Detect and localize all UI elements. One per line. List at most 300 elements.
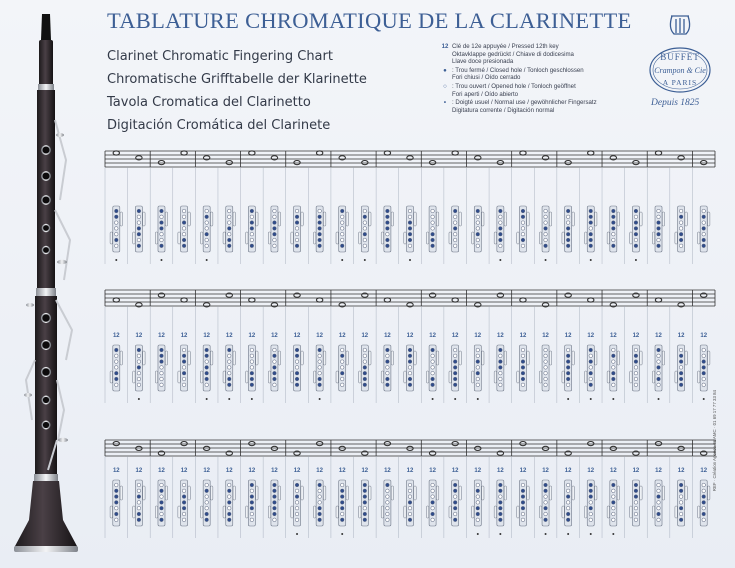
open-hole-icon <box>227 221 231 225</box>
open-hole-icon <box>499 354 503 358</box>
closed-hole-icon <box>476 209 480 213</box>
side-key <box>482 486 484 500</box>
closed-hole-icon <box>679 506 683 510</box>
closed-hole-icon <box>431 238 435 242</box>
note-head <box>294 161 300 165</box>
closed-hole-icon: ● <box>443 66 447 74</box>
twelfth-key-mark: 12 <box>497 333 504 339</box>
open-hole-icon <box>250 360 254 364</box>
fingering-diagram <box>698 333 710 400</box>
closed-hole-icon <box>273 232 277 236</box>
open-hole-icon <box>544 238 548 242</box>
closed-hole-icon <box>679 383 683 387</box>
side-key <box>359 232 361 244</box>
closed-hole-icon <box>137 244 141 248</box>
fingering-diagram <box>313 206 325 252</box>
open-hole-icon <box>114 232 118 236</box>
closed-hole-icon <box>544 227 548 231</box>
closed-hole-icon <box>499 232 503 236</box>
closed-hole-icon <box>521 209 525 213</box>
normal-use-icon <box>499 259 501 261</box>
closed-hole-icon <box>589 232 593 236</box>
twelfth-key-mark: 12 <box>406 333 414 339</box>
open-hole-icon <box>114 383 118 387</box>
brand-line-2: Crampon & Cie <box>654 66 706 75</box>
closed-hole-icon <box>205 215 209 219</box>
closed-hole-icon <box>363 489 367 493</box>
closed-hole-icon <box>137 348 141 352</box>
open-hole-icon <box>476 354 480 358</box>
side-key <box>233 351 235 365</box>
closed-hole-icon <box>521 506 525 510</box>
open-hole-icon <box>182 209 186 213</box>
closed-hole-icon <box>566 227 570 231</box>
note-head <box>249 298 255 302</box>
twelfth-key-mark: 12 <box>677 333 685 339</box>
closed-hole-icon <box>476 506 480 510</box>
open-hole-icon <box>295 227 299 231</box>
open-hole-icon <box>521 227 525 231</box>
fingering-diagram <box>359 468 371 526</box>
open-hole-icon <box>634 215 638 219</box>
open-hole-icon <box>521 232 525 236</box>
closed-hole-icon <box>137 518 141 522</box>
side-key <box>110 506 112 518</box>
normal-use-icon <box>364 259 366 261</box>
closed-hole-icon <box>453 366 457 370</box>
side-key <box>607 232 609 244</box>
closed-hole-icon <box>589 383 593 387</box>
open-hole-icon <box>499 221 503 225</box>
open-hole-icon <box>634 348 638 352</box>
open-hole-icon <box>340 215 344 219</box>
open-hole-icon <box>160 377 164 381</box>
closed-hole-icon <box>566 209 570 213</box>
fingering-diagram <box>133 333 145 400</box>
side-key <box>120 486 122 500</box>
side-key <box>585 506 587 518</box>
open-hole-icon <box>634 518 638 522</box>
fingering-diagram <box>517 333 529 391</box>
closed-hole-icon <box>363 366 367 370</box>
open-hole-icon <box>453 238 457 242</box>
side-key <box>178 506 180 518</box>
open-hole-icon <box>544 215 548 219</box>
open-hole-icon <box>702 348 706 352</box>
twelfth-key-mark: 12 <box>384 468 391 474</box>
open-hole-icon <box>521 483 525 487</box>
open-hole-icon <box>386 371 390 375</box>
side-key <box>662 351 664 365</box>
open-hole-icon <box>634 366 638 370</box>
closed-hole-icon <box>318 377 322 381</box>
side-key <box>268 232 270 244</box>
closed-hole-icon <box>160 506 164 510</box>
open-hole-icon <box>657 209 661 213</box>
fingering-row-2 <box>105 290 715 403</box>
open-hole-icon <box>408 495 412 499</box>
side-key <box>685 486 687 500</box>
side-key <box>414 212 416 226</box>
closed-hole-icon <box>273 354 277 358</box>
open-hole-icon <box>612 518 616 522</box>
fingering-diagram <box>110 333 122 391</box>
side-key <box>210 351 212 365</box>
fingering-diagram <box>291 468 303 535</box>
side-key <box>391 351 393 365</box>
side-key <box>155 232 157 244</box>
closed-hole-icon <box>205 377 209 381</box>
normal-use-icon <box>612 533 614 535</box>
closed-hole-icon <box>476 512 480 516</box>
side-key <box>346 486 348 500</box>
side-key <box>595 486 597 500</box>
open-hole-icon <box>114 354 118 358</box>
open-hole-icon <box>205 383 209 387</box>
open-hole-icon <box>521 244 525 248</box>
side-key <box>662 486 664 500</box>
closed-hole-icon <box>318 215 322 219</box>
open-hole-icon <box>363 238 367 242</box>
open-hole-icon <box>702 489 706 493</box>
fingering-diagram <box>223 468 235 526</box>
side-key <box>685 212 687 226</box>
closed-hole-icon <box>566 354 570 358</box>
normal-use-icon <box>138 398 140 400</box>
closed-hole-icon <box>431 244 435 248</box>
closed-hole-icon <box>114 501 118 505</box>
open-hole-icon <box>227 371 231 375</box>
side-key <box>572 351 574 365</box>
side-key <box>685 351 687 365</box>
closed-hole-icon <box>318 238 322 242</box>
note-head <box>588 151 594 155</box>
open-hole-icon <box>273 348 277 352</box>
closed-hole-icon <box>702 238 706 242</box>
closed-hole-icon <box>566 366 570 370</box>
open-hole-icon <box>612 489 616 493</box>
side-key <box>698 371 700 383</box>
side-key <box>472 506 474 518</box>
open-hole-icon <box>114 366 118 370</box>
closed-hole-icon <box>386 377 390 381</box>
closed-hole-icon <box>363 501 367 505</box>
closed-hole-icon <box>453 383 457 387</box>
twelfth-key-mark: 12 <box>429 333 436 339</box>
side-key <box>268 371 270 383</box>
side-key <box>630 232 632 244</box>
fingering-diagram <box>246 333 258 400</box>
open-hole-icon <box>227 506 231 510</box>
open-hole-icon <box>182 512 186 516</box>
side-key <box>617 212 619 226</box>
open-hole-icon <box>431 215 435 219</box>
open-hole-icon <box>702 483 706 487</box>
open-hole-icon <box>634 371 638 375</box>
fingering-diagram <box>539 468 551 535</box>
open-hole-icon <box>205 238 209 242</box>
open-hole-icon <box>476 495 480 499</box>
note-head <box>520 151 526 155</box>
open-hole-icon <box>521 221 525 225</box>
open-hole-icon <box>521 354 525 358</box>
closed-hole-icon <box>250 483 254 487</box>
legend-text: : Trou ouvert / Opened hole / Tonloch geöffnet Fori aperti / Oído abierto <box>452 82 576 98</box>
closed-hole-icon <box>318 512 322 516</box>
closed-hole-icon <box>679 215 683 219</box>
open-hole-icon <box>250 366 254 370</box>
side-key <box>617 351 619 365</box>
open-hole-icon <box>318 495 322 499</box>
fingering-diagram <box>223 206 235 252</box>
note-head <box>384 151 390 155</box>
open-hole-icon <box>137 506 141 510</box>
side-key <box>188 351 190 365</box>
open-hole-icon <box>408 215 412 219</box>
closed-hole-icon <box>250 506 254 510</box>
closed-hole-icon <box>227 227 231 231</box>
closed-hole-icon <box>250 495 254 499</box>
twelfth-key-mark: 12 <box>135 333 143 339</box>
open-hole-icon <box>657 354 661 358</box>
open-hole-icon <box>137 215 141 219</box>
twelfth-key-mark: 12 <box>587 333 595 339</box>
closed-hole-icon <box>408 377 412 381</box>
note-head <box>633 161 639 165</box>
note-head <box>249 442 255 446</box>
closed-hole-icon <box>589 348 593 352</box>
closed-hole-icon <box>702 366 706 370</box>
legend-text: : Doigté usuel / Normal use / gewöhnlicher Fingersatz Digitatura corrente / Digitación normal <box>452 99 597 114</box>
open-hole-icon <box>544 232 548 236</box>
side-key <box>652 232 654 244</box>
open-hole-icon <box>612 366 616 370</box>
open-hole-icon <box>318 354 322 358</box>
side-key <box>414 486 416 500</box>
closed-hole-icon <box>386 383 390 387</box>
open-hole-icon <box>340 238 344 242</box>
twelfth-key-mark: 12 <box>632 468 640 474</box>
closed-hole-icon <box>205 366 209 370</box>
closed-hole-icon <box>386 244 390 248</box>
closed-hole-icon <box>499 227 503 231</box>
closed-hole-icon <box>318 518 322 522</box>
closed-hole-icon <box>499 366 503 370</box>
note-head <box>181 151 187 155</box>
side-key <box>133 371 135 383</box>
twelfth-key-mark: 12 <box>519 333 527 339</box>
open-hole-icon <box>544 221 548 225</box>
closed-hole-icon <box>363 371 367 375</box>
open-hole-icon <box>702 383 706 387</box>
side-key <box>449 232 451 244</box>
side-key <box>313 506 315 518</box>
closed-hole-icon <box>114 238 118 242</box>
fingering-diagram <box>313 333 325 400</box>
closed-hole-icon <box>227 244 231 248</box>
open-hole-icon <box>340 360 344 364</box>
fingering-diagram <box>178 468 190 526</box>
closed-hole-icon <box>227 377 231 381</box>
note-head <box>384 442 390 446</box>
open-hole-icon <box>431 495 435 499</box>
side-key <box>291 232 293 244</box>
side-key <box>539 371 541 383</box>
normal-use-icon <box>477 533 479 535</box>
closed-hole-icon <box>453 501 457 505</box>
open-hole-icon <box>679 227 683 231</box>
closed-hole-icon <box>453 377 457 381</box>
note-head <box>452 442 458 446</box>
open-hole-icon <box>363 209 367 213</box>
closed-hole-icon <box>295 354 299 358</box>
open-hole-icon <box>612 506 616 510</box>
open-hole-icon <box>634 501 638 505</box>
open-hole-icon <box>205 495 209 499</box>
fingering-diagram <box>585 468 597 535</box>
closed-hole-icon <box>227 489 231 493</box>
side-key <box>572 486 574 500</box>
open-hole-icon <box>453 512 457 516</box>
closed-hole-icon <box>634 495 638 499</box>
closed-hole-icon <box>499 209 503 213</box>
open-hole-icon <box>205 506 209 510</box>
side-key <box>291 371 293 383</box>
closed-hole-icon <box>544 506 548 510</box>
closed-hole-icon <box>476 489 480 493</box>
side-key <box>459 351 461 365</box>
closed-hole-icon <box>702 244 706 248</box>
fingering-diagram <box>675 333 687 391</box>
note-head <box>452 151 458 155</box>
open-hole-icon <box>657 383 661 387</box>
open-hole-icon <box>114 506 118 510</box>
twelfth-key-mark: 12 <box>203 333 211 339</box>
closed-hole-icon <box>182 506 186 510</box>
fingering-diagram <box>246 206 258 252</box>
side-key <box>278 486 280 500</box>
closed-hole-icon <box>114 209 118 213</box>
closed-hole-icon <box>431 232 435 236</box>
closed-hole-icon <box>453 489 457 493</box>
closed-hole-icon <box>182 371 186 375</box>
open-hole-icon <box>386 354 390 358</box>
side-key <box>617 486 619 500</box>
fingering-diagram <box>178 206 190 252</box>
open-hole-icon <box>521 512 525 516</box>
open-hole-icon <box>476 221 480 225</box>
open-hole-icon <box>566 215 570 219</box>
closed-hole-icon <box>386 209 390 213</box>
open-hole-icon <box>408 366 412 370</box>
fingering-diagram <box>313 468 325 526</box>
open-hole-icon <box>363 360 367 364</box>
closed-hole-icon <box>227 348 231 352</box>
open-hole-icon <box>521 518 525 522</box>
open-hole-icon <box>318 501 322 505</box>
closed-hole-icon <box>340 489 344 493</box>
closed-hole-icon <box>340 506 344 510</box>
closed-hole-icon <box>205 518 209 522</box>
closed-hole-icon <box>431 501 435 505</box>
normal-use-icon <box>206 398 208 400</box>
open-hole-icon <box>431 360 435 364</box>
closed-hole-icon <box>566 371 570 375</box>
closed-hole-icon <box>679 489 683 493</box>
closed-hole-icon <box>137 232 141 236</box>
closed-hole-icon <box>657 377 661 381</box>
closed-hole-icon <box>657 244 661 248</box>
twelfth-key-mark: 12 <box>429 468 436 474</box>
side-key <box>223 371 225 383</box>
normal-use-icon <box>409 259 411 261</box>
closed-hole-icon <box>363 232 367 236</box>
open-hole-icon <box>160 238 164 242</box>
side-key <box>675 371 677 383</box>
open-hole-icon <box>702 506 706 510</box>
side-key <box>404 371 406 383</box>
closed-hole-icon <box>408 383 412 387</box>
open-hole-icon <box>679 366 683 370</box>
twelfth-key-mark: 12 <box>497 468 504 474</box>
open-hole-icon <box>295 209 299 213</box>
fingering-diagram <box>517 206 529 252</box>
closed-hole-icon <box>386 227 390 231</box>
open-hole-icon <box>408 209 412 213</box>
open-hole-icon <box>205 360 209 364</box>
side-key <box>459 212 461 226</box>
closed-hole-icon <box>657 495 661 499</box>
open-hole-icon <box>679 495 683 499</box>
open-hole-icon <box>431 354 435 358</box>
side-key <box>549 351 551 365</box>
closed-hole-icon <box>318 506 322 510</box>
fingering-diagram <box>630 206 642 261</box>
open-hole-icon <box>250 512 254 516</box>
side-key <box>675 506 677 518</box>
closed-hole-icon <box>679 377 683 381</box>
closed-hole-icon <box>634 227 638 231</box>
closed-hole-icon <box>114 371 118 375</box>
open-hole-icon <box>544 366 548 370</box>
closed-hole-icon <box>679 360 683 364</box>
normal-use-icon <box>567 398 569 400</box>
open-hole-icon <box>363 227 367 231</box>
side-key <box>133 232 135 244</box>
music-staff <box>105 151 715 167</box>
open-hole-icon <box>431 221 435 225</box>
closed-hole-icon <box>544 483 548 487</box>
closed-hole-icon <box>612 244 616 248</box>
open-hole-icon <box>295 232 299 236</box>
closed-hole-icon <box>566 360 570 364</box>
open-hole-icon <box>205 501 209 505</box>
open-hole-icon <box>476 238 480 242</box>
side-key <box>708 351 710 365</box>
side-key <box>607 506 609 518</box>
normal-use-icon <box>160 259 162 261</box>
open-hole-icon <box>589 512 593 516</box>
open-hole-icon <box>453 215 457 219</box>
closed-hole-icon <box>657 232 661 236</box>
open-hole-icon <box>318 209 322 213</box>
closed-hole-icon <box>182 360 186 364</box>
closed-hole-icon <box>205 354 209 358</box>
open-hole-icon <box>544 348 548 352</box>
closed-hole-icon <box>566 377 570 381</box>
closed-hole-icon <box>612 227 616 231</box>
twelfth-key-mark: 12 <box>451 333 459 339</box>
